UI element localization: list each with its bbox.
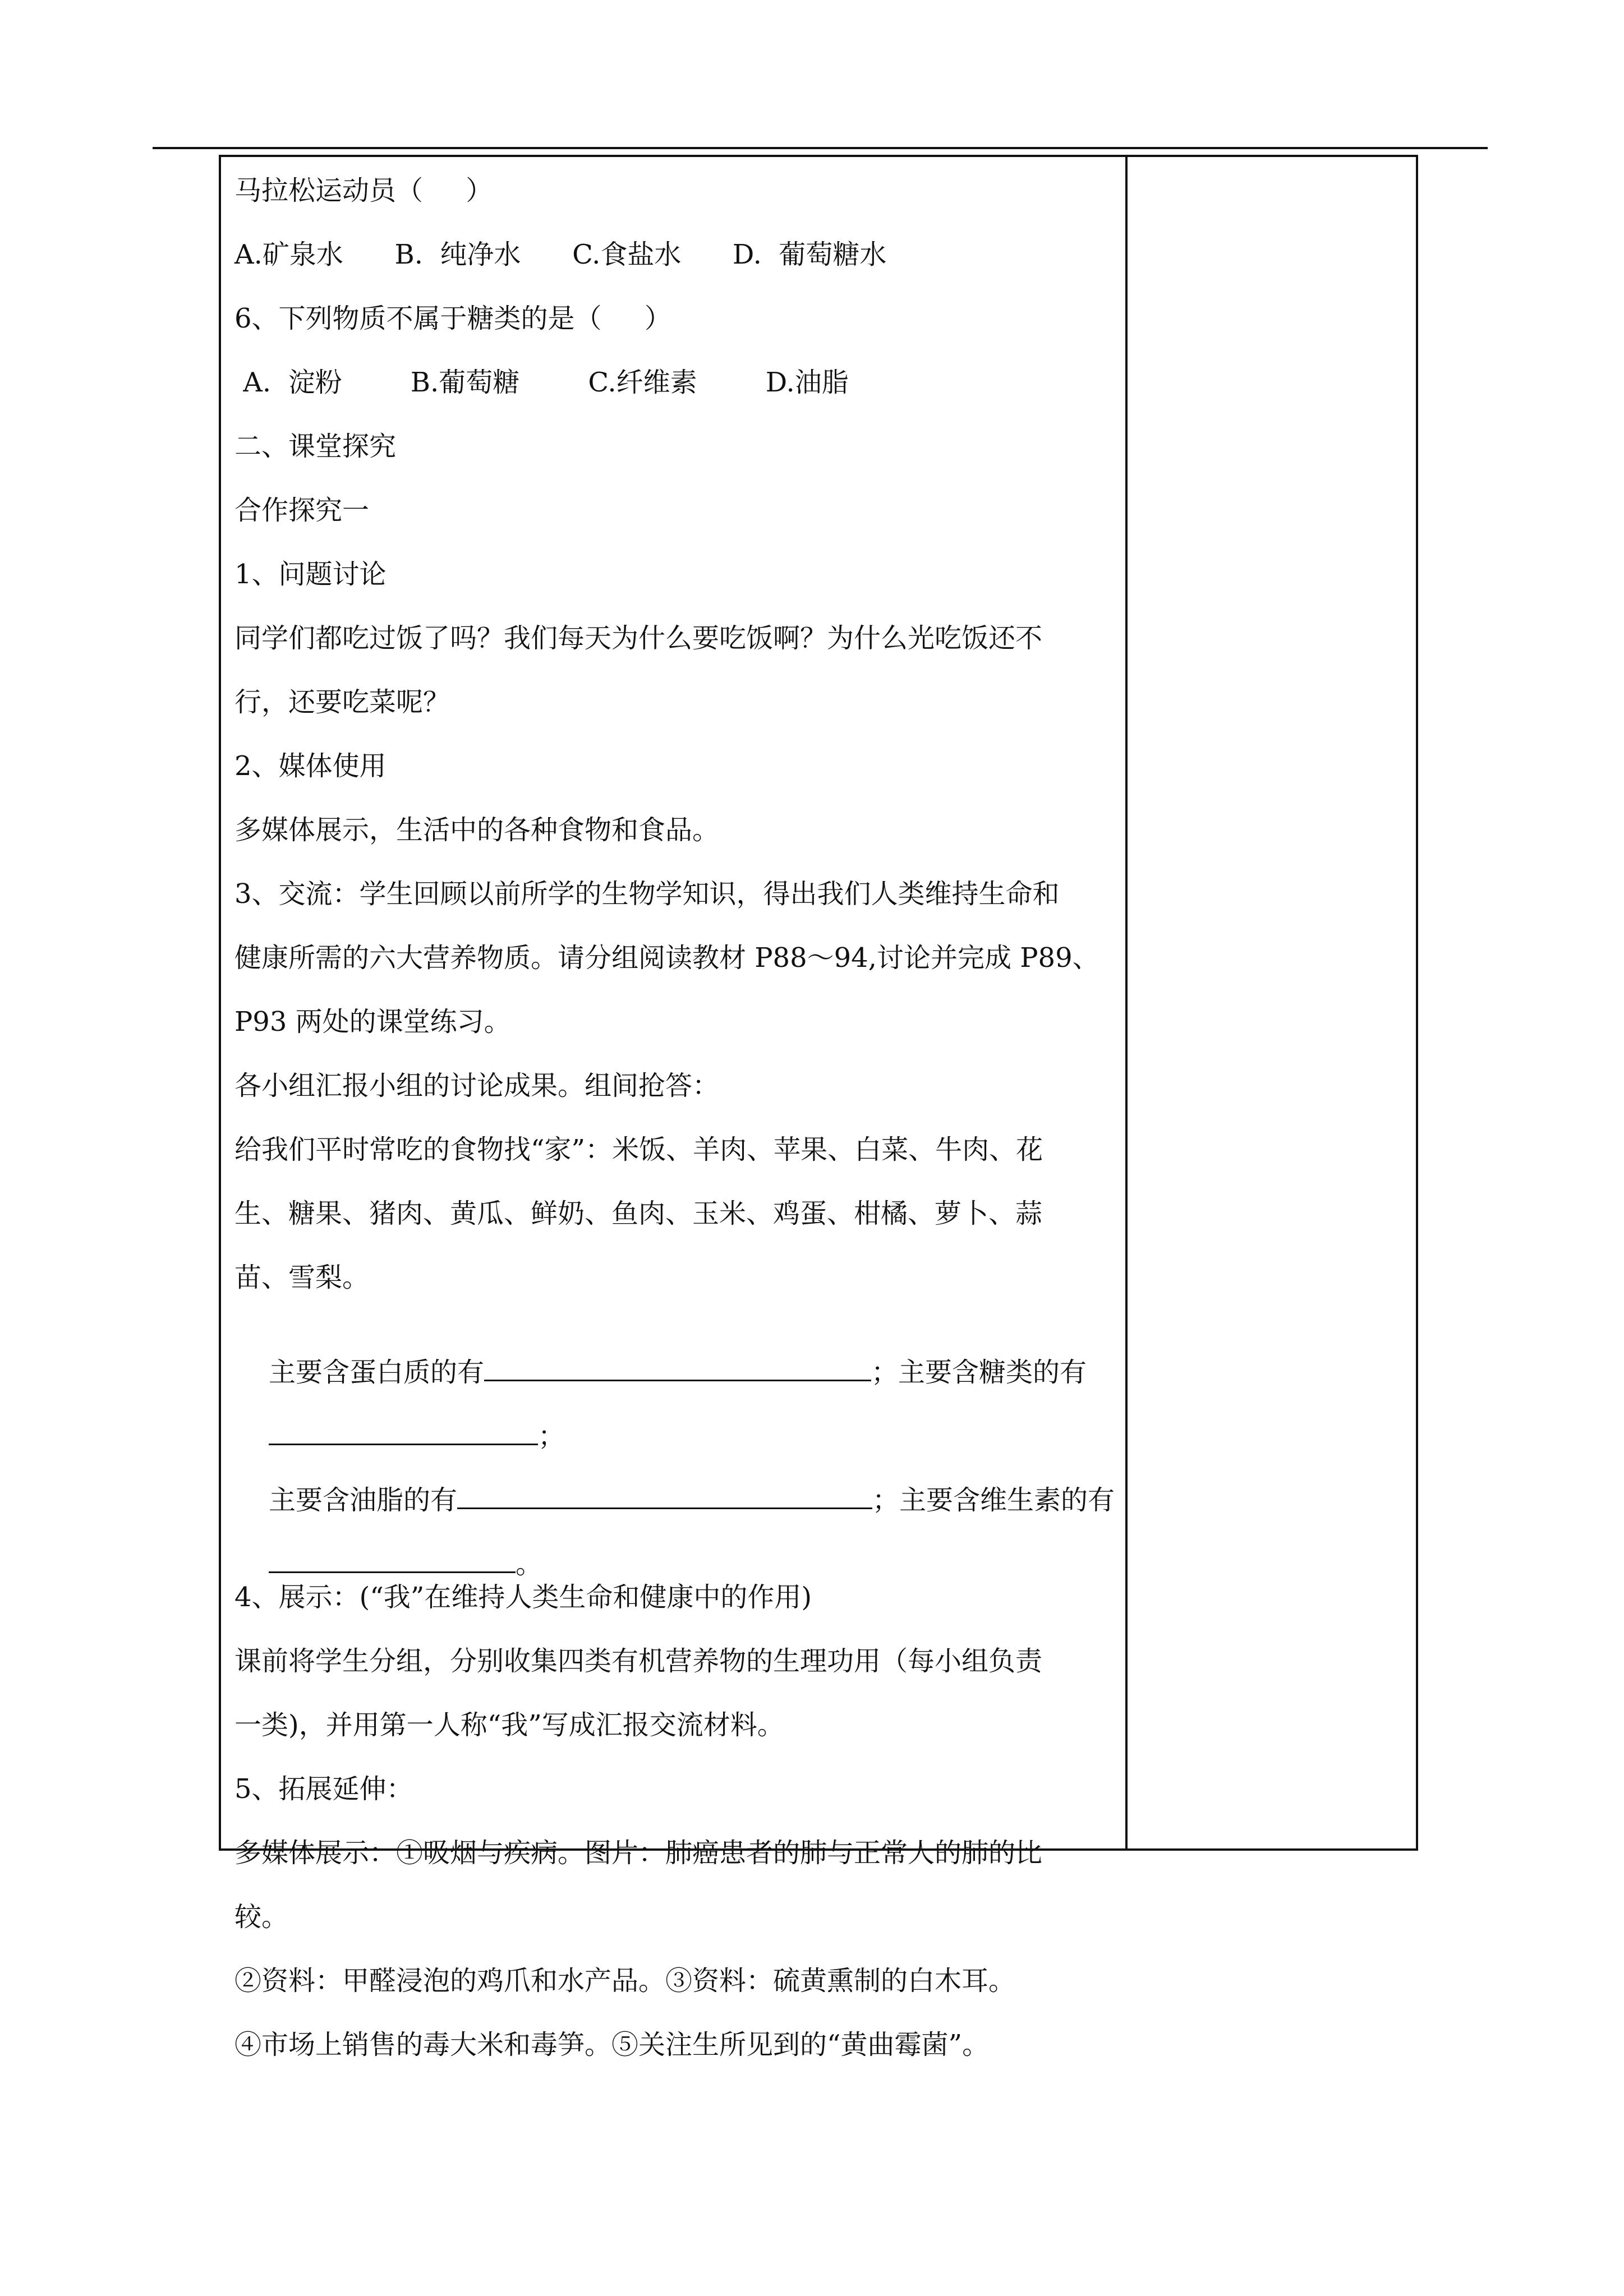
vitamin-prompt: ；主要含维生素的有 bbox=[872, 1484, 1115, 1516]
notes-column-divider bbox=[1125, 155, 1128, 1851]
text-line: 2、媒体使用 bbox=[234, 750, 387, 782]
text-line: A. 淀粉 B.葡萄糖 C.纤维素 D.油脂 bbox=[234, 367, 849, 398]
sugar-prompt: ；主要含糖类的有 bbox=[871, 1357, 1087, 1388]
line-end-punct: 。 bbox=[516, 1548, 543, 1580]
text-line: 健康所需的六大营养物质。请分组阅读教材 P88～94,讨论并完成 P89、 bbox=[234, 942, 1099, 974]
text-line: 同学们都吃过饭了吗？我们每天为什么要吃饭啊？为什么光吃饭还不 bbox=[234, 623, 1043, 654]
line-end-punct: ； bbox=[538, 1421, 565, 1452]
text-line: 5、拓展延伸： bbox=[234, 1773, 413, 1805]
text-line: 课前将学生分组，分别收集四类有机营养物的生理功用（每小组负责 bbox=[234, 1645, 1043, 1677]
text-line: 行，还要吃菜呢？ bbox=[234, 686, 450, 718]
text-line: 3、交流：学生回顾以前所学的生物学知识，得出我们人类维持生命和 bbox=[234, 878, 1060, 910]
text-line: ④市场上销售的毒大米和毒笋。⑤关注生所见到的“黄曲霉菌”。 bbox=[234, 2029, 990, 2060]
text-line: P93 两处的课堂练习。 bbox=[234, 1006, 511, 1038]
subsection-heading: 合作探究一 bbox=[234, 495, 370, 526]
protein-prompt: 主要含蛋白质的有 bbox=[269, 1357, 485, 1388]
text-line: 多媒体展示，生活中的各种食物和食品。 bbox=[234, 814, 720, 846]
text-line: 多媒体展示：①吸烟与疾病。图片：肺癌患者的肺与正常人的肺的比 bbox=[234, 1837, 1043, 1869]
text-line: 各小组汇报小组的讨论成果。组间抢答： bbox=[234, 1070, 720, 1101]
text-line: 苗、雪梨。 bbox=[234, 1262, 370, 1293]
vitamin-blank[interactable] bbox=[269, 1547, 516, 1573]
header-rule bbox=[153, 147, 1488, 149]
text-line: 较。 bbox=[234, 1901, 289, 1933]
text-line: 马拉松运动员（ ） bbox=[234, 175, 493, 206]
text-line: ②资料：甲醛浸泡的鸡爪和水产品。③资料：硫黄熏制的白木耳。 bbox=[234, 1965, 1016, 1997]
text-line: 6、下列物质不属于糖类的是（ ） bbox=[234, 303, 671, 334]
section-heading: 二、课堂探究 bbox=[234, 431, 397, 462]
text-line: A.矿泉水 B. 纯净水 C.食盐水 D. 葡萄糖水 bbox=[234, 239, 887, 270]
text-line: 一类)，并用第一人称“我”写成汇报交流材料。 bbox=[234, 1709, 784, 1741]
fat-blank[interactable] bbox=[457, 1483, 872, 1509]
text-line: 给我们平时常吃的食物找“家”：米饭、羊肉、苹果、白菜、牛肉、花 bbox=[234, 1134, 1043, 1165]
sugar-blank[interactable] bbox=[269, 1419, 538, 1445]
fat-prompt: 主要含油脂的有 bbox=[269, 1484, 458, 1516]
text-line: 1、问题讨论 bbox=[234, 559, 387, 590]
text-line: 生、糖果、猪肉、黄瓜、鲜奶、鱼肉、玉米、鸡蛋、柑橘、萝卜、蒜 bbox=[234, 1198, 1043, 1229]
text-line: 4、展示：(“我”在维持人类生命和健康中的作用) bbox=[234, 1582, 812, 1613]
protein-blank[interactable] bbox=[484, 1355, 871, 1381]
